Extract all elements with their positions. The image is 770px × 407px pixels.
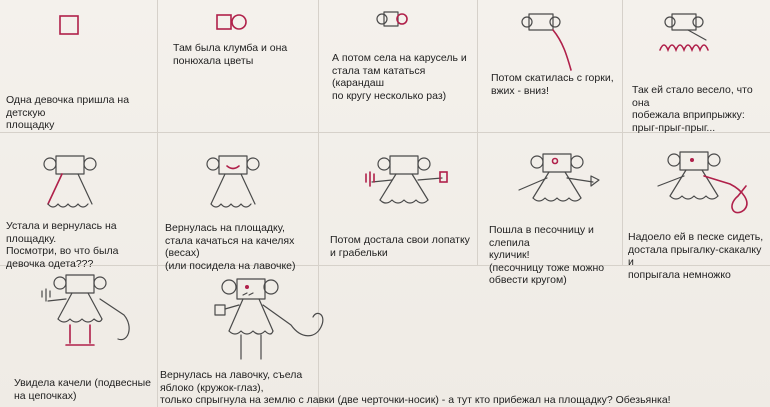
jump-rope-drawing — [634, 140, 764, 230]
slide-drawing — [517, 6, 587, 76]
panel-caption: Надоело ей в песке сидеть, достала прыгалку-скакалку и попрыгала немножко — [628, 231, 764, 281]
panel-2 — [157, 0, 318, 132]
monkey-drawing — [205, 269, 335, 369]
panel-12 — [157, 265, 770, 407]
panel-caption: Потом достала свои лопатку и грабельки — [330, 234, 470, 259]
panel-6 — [0, 132, 157, 270]
swing-girl-drawing — [197, 142, 277, 222]
panel-caption: А потом села на карусель и стала там кататься (карандаш по кругу несколько раз) — [332, 52, 467, 102]
panel-caption: Пошла в песочницу и слепила куличик! (песочницу тоже можно обвести кругом) — [489, 224, 605, 286]
panel-11 — [0, 265, 157, 407]
jumping-drawing — [656, 6, 736, 66]
panel-5 — [622, 0, 770, 132]
panel-caption: Там была клумба и она понюхала цветы — [173, 42, 288, 67]
flowerbed-drawing — [215, 10, 255, 40]
panel-caption: Потом скатилась с горки, вжих - вниз! — [491, 72, 614, 97]
sandbox-drawing — [499, 142, 609, 222]
panel-10 — [622, 132, 770, 281]
carousel-drawing — [374, 6, 424, 36]
panel-1 — [0, 0, 157, 132]
panel-4 — [477, 0, 622, 132]
panel-caption: Вернулась на лавочку, съела яблоко (кружок-глаз), только спрыгнула на землю с лавки (две черточки-носик) - а тут кто прибежал на площадку? Обезьянка! — [160, 369, 671, 406]
panel-9 — [477, 132, 622, 286]
square-drawing — [58, 14, 88, 44]
panel-caption: Одна девочка пришла на детскую площадку — [6, 94, 130, 131]
panel-caption: Вернулась на площадку, стала качаться на качелях (весах) (или посидела на лавочке) — [165, 222, 296, 272]
panel-8 — [318, 132, 477, 265]
girl-dress-drawing — [34, 142, 114, 222]
hanging-swing-drawing — [38, 269, 148, 359]
panel-caption: Устала и вернулась на площадку. Посмотри, во что была девочка одета??? — [6, 220, 119, 270]
panel-3 — [318, 0, 477, 132]
panel-7 — [157, 132, 318, 272]
panel-caption: Увидела качели (подвесные на цепочках) — [14, 377, 151, 402]
panel-caption: Так ей стало весело, что она побежала вприпрыжку: прыг-прыг-прыг... — [632, 84, 753, 134]
shovel-rake-drawing — [348, 142, 458, 222]
